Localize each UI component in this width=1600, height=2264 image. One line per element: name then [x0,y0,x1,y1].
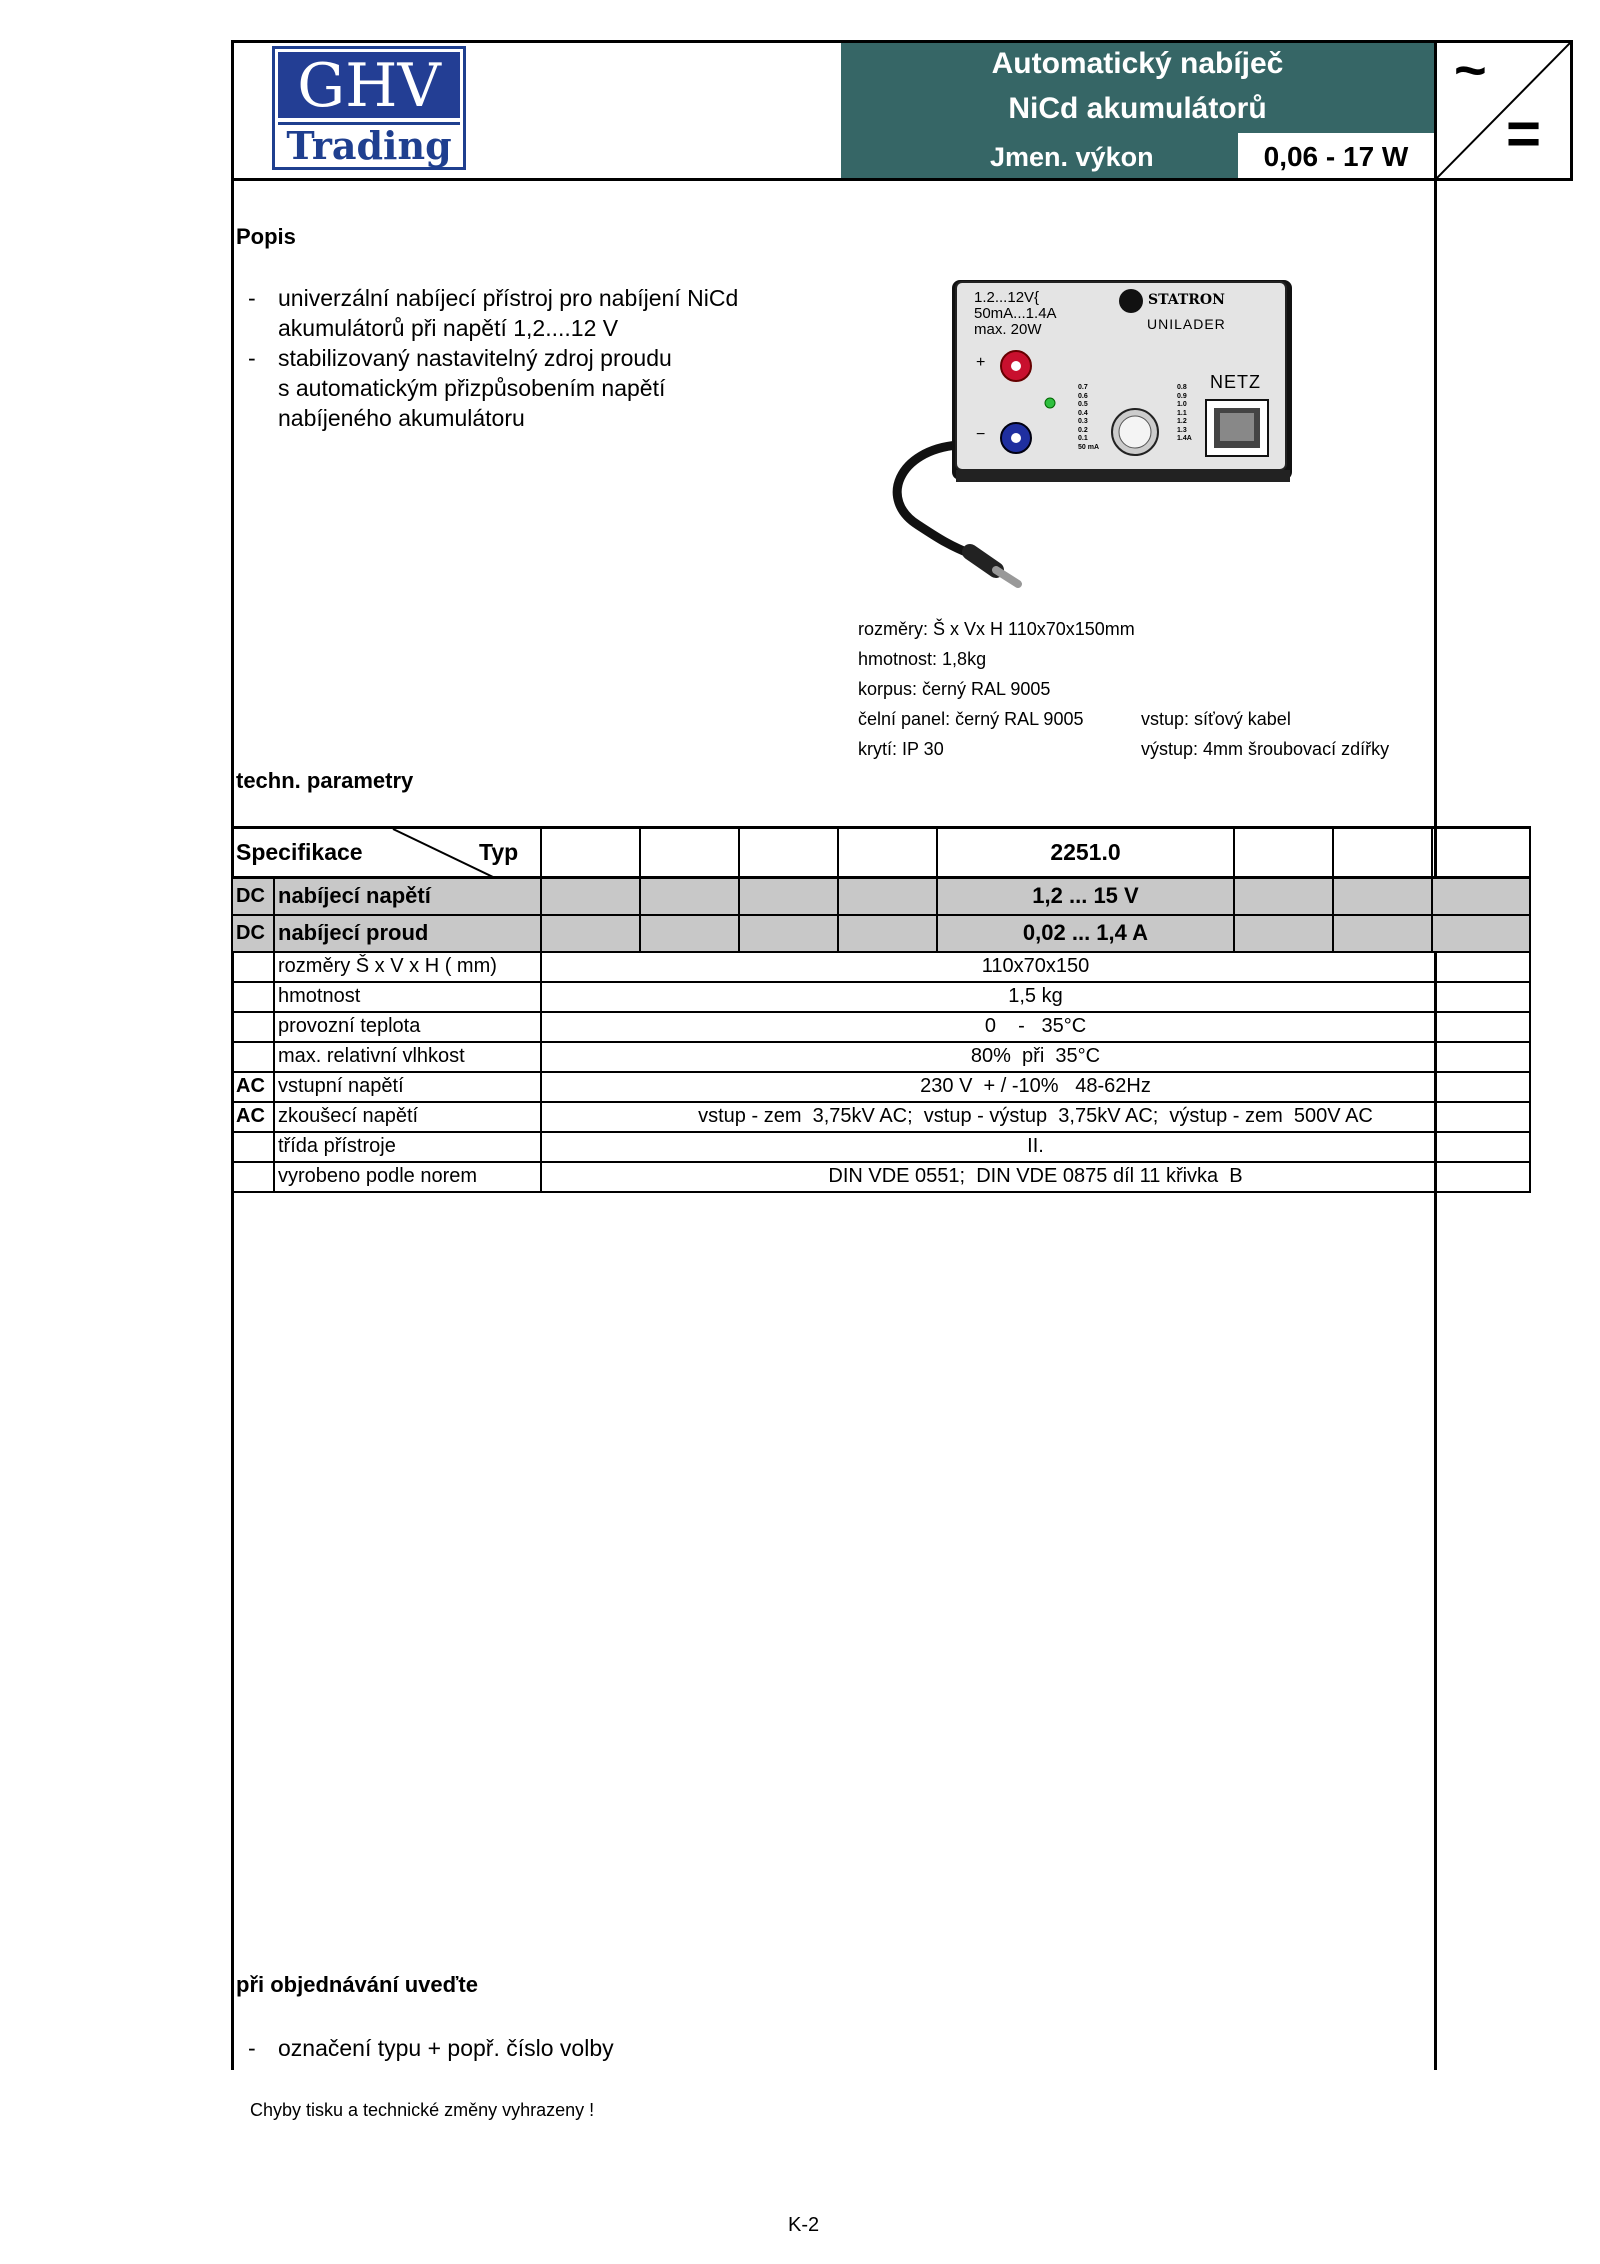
empty-cell [1432,915,1530,952]
device-model: UNILADER [1147,316,1226,332]
row-value: vstup - zem 3,75kV AC; vstup - výstup 3,75kV AC; výstup - zem 500V AC [541,1102,1530,1132]
spec-table [231,826,1531,1193]
row-value: II. [541,1132,1530,1162]
popis-bullet2-line3: nabíjeného akumulátoru [278,405,525,431]
row-value: DIN VDE 0551; DIN VDE 0875 díl 11 křivka B [541,1162,1530,1192]
spec-typ-cell [232,828,541,878]
ac-symbol: ~ [1454,38,1487,101]
row-tag: DC [232,878,274,915]
power-value: 0,06 - 17 W [1238,133,1434,178]
scale-tick-label: 0.4 [1078,409,1088,417]
row-tag [232,1012,274,1042]
header-title-line1: Automatický nabíječ [991,47,1284,80]
row-label: hmotnost [274,982,541,1012]
table-row [232,952,1530,982]
device-scale-right [1177,384,1192,444]
header-title-line2: NiCd akumulátorů [1008,92,1267,125]
spec-korpus: korpus: černý RAL 9005 [858,679,1051,699]
page-number: K-2 [788,2214,820,2236]
empty-cell [739,878,838,915]
scale-tick-label: 0.8 [1177,384,1187,391]
table-row [232,915,1530,952]
typ-label: Typ [479,839,519,865]
dc-symbol: = [1506,100,1542,167]
scale-tick-label: 0.2 [1078,426,1088,434]
empty-cell [1234,915,1333,952]
device-plus: + [976,354,986,371]
spec-rozmery: rozměry: Š x Vx H 110x70x150mm [858,619,1135,639]
row-tag [232,982,274,1012]
device-scale-left [1078,384,1099,452]
bullet-dash: - [248,285,256,311]
table-row [232,982,1530,1012]
empty-cell [1432,828,1530,878]
empty-cell [1333,878,1432,915]
device-netz-label: NETZ [1210,372,1261,392]
empty-cell [541,828,640,878]
bullet-dash: - [248,2035,256,2061]
device-label-line2: 50mA...1.4A [974,305,1057,322]
header-bottom-rule [231,178,1573,181]
table-row [232,1012,1530,1042]
scale-tick-label: 1.1 [1177,409,1187,417]
ghv-logo [272,46,466,170]
empty-cell [739,828,838,878]
scale-tick-label: 0.6 [1078,392,1088,400]
empty-cell [838,878,937,915]
row-tag: DC [232,915,274,952]
order-heading: při objednávání uveďte [236,1972,478,1997]
row-value: 0 - 35°C [541,1012,1530,1042]
row-tag [232,952,274,982]
spec-vstup: vstup: síťový kabel [1141,709,1291,729]
spec-hmotnost: hmotnost: 1,8kg [858,649,987,669]
row-label: třída přístroje [274,1132,541,1162]
device-label-line3: max. 20W [974,321,1042,338]
scale-tick-label: 0.5 [1078,401,1088,408]
empty-cell [640,915,739,952]
row-value: 1,5 kg [541,982,1530,1012]
row-label: provozní teplota [274,1012,541,1042]
row-label: nabíjecí napětí [274,878,541,915]
scale-tick-label: 0.7 [1078,384,1088,391]
scale-tick-label: 1.0 [1177,401,1187,408]
row-value: 1,2 ... 15 V [937,878,1234,915]
row-tag: AC [232,1102,274,1132]
empty-cell [640,878,739,915]
empty-cell [1432,878,1530,915]
footer-note: Chyby tisku a technické změny vyhrazeny ! [250,2100,595,2120]
row-value: 110x70x150 [541,952,1530,982]
table-row [232,1072,1530,1102]
popis-heading: Popis [236,224,296,249]
table-row [232,1132,1530,1162]
row-label: vyrobeno podle norem [274,1162,541,1192]
power-label: Jmen. výkon [990,142,1154,172]
table-row [232,1042,1530,1072]
device-label-line1: 1.2...12V{ [974,289,1040,306]
row-label: rozměry Š x V x H ( mm) [274,952,541,982]
empty-cell [838,915,937,952]
scale-tick-label: 1.3 [1177,426,1187,434]
row-label: vstupní napětí [274,1072,541,1102]
row-value: 0,02 ... 1,4 A [937,915,1234,952]
empty-cell [1333,828,1432,878]
spec-label: Specifikace [236,839,363,865]
row-tag: AC [232,1072,274,1102]
type-value: 2251.0 [937,828,1234,878]
order-bullet: označení typu + popř. číslo volby [278,2035,614,2061]
bullet-dash: - [248,345,256,371]
spec-vystup: výstup: 4mm šroubovací zdířky [1141,739,1390,759]
spec-celni-panel: čelní panel: černý RAL 9005 [858,709,1084,729]
empty-cell [541,915,640,952]
popis-bullet1-line1: univerzální nabíjecí přístroj pro nabíjení NiCd [278,285,739,311]
empty-cell [640,828,739,878]
scale-tick-label: 1.4A [1177,435,1192,442]
row-tag [232,1042,274,1072]
row-tag [232,1132,274,1162]
table-row [232,1162,1530,1192]
row-label: zkoušecí napětí [274,1102,541,1132]
row-label: nabíjecí proud [274,915,541,952]
device-minus: − [976,426,986,443]
device-brand: STATRON [1148,292,1225,308]
device-label [974,290,1057,338]
empty-cell [1333,915,1432,952]
table-row [232,878,1530,915]
table-row [232,1102,1530,1132]
popis-bullet2-line1: stabilizovaný nastavitelný zdroj proudu [278,345,672,371]
spec-kryti: krytí: IP 30 [858,739,944,759]
row-value: 230 V + / -10% 48-62Hz [541,1072,1530,1102]
empty-cell [838,828,937,878]
empty-cell [1234,828,1333,878]
logo-top-text: GHV [278,52,460,118]
empty-cell [541,878,640,915]
table-header-row [232,828,1530,878]
row-value: 80% při 35°C [541,1042,1530,1072]
row-label: max. relativní vlhkost [274,1042,541,1072]
scale-tick-label: 0.3 [1078,418,1088,425]
popis-bullet1-line2: akumulátorů při napětí 1,2....12 V [278,315,619,341]
charger-illustration [878,270,1318,590]
techn-heading: techn. parametry [236,768,414,793]
scale-tick-label: 0.9 [1177,392,1187,400]
popis-bullet2-line2: s automatickým přizpůsobením napětí [278,375,666,401]
scale-tick-label: 50 mA [1078,443,1100,451]
empty-cell [739,915,838,952]
scale-tick-label: 0.1 [1078,435,1088,442]
scale-tick-label: 1.2 [1177,418,1187,425]
symbol-box [1434,40,1573,181]
empty-cell [1234,878,1333,915]
logo-bottom-text: Trading [278,122,460,167]
row-tag [232,1162,274,1192]
